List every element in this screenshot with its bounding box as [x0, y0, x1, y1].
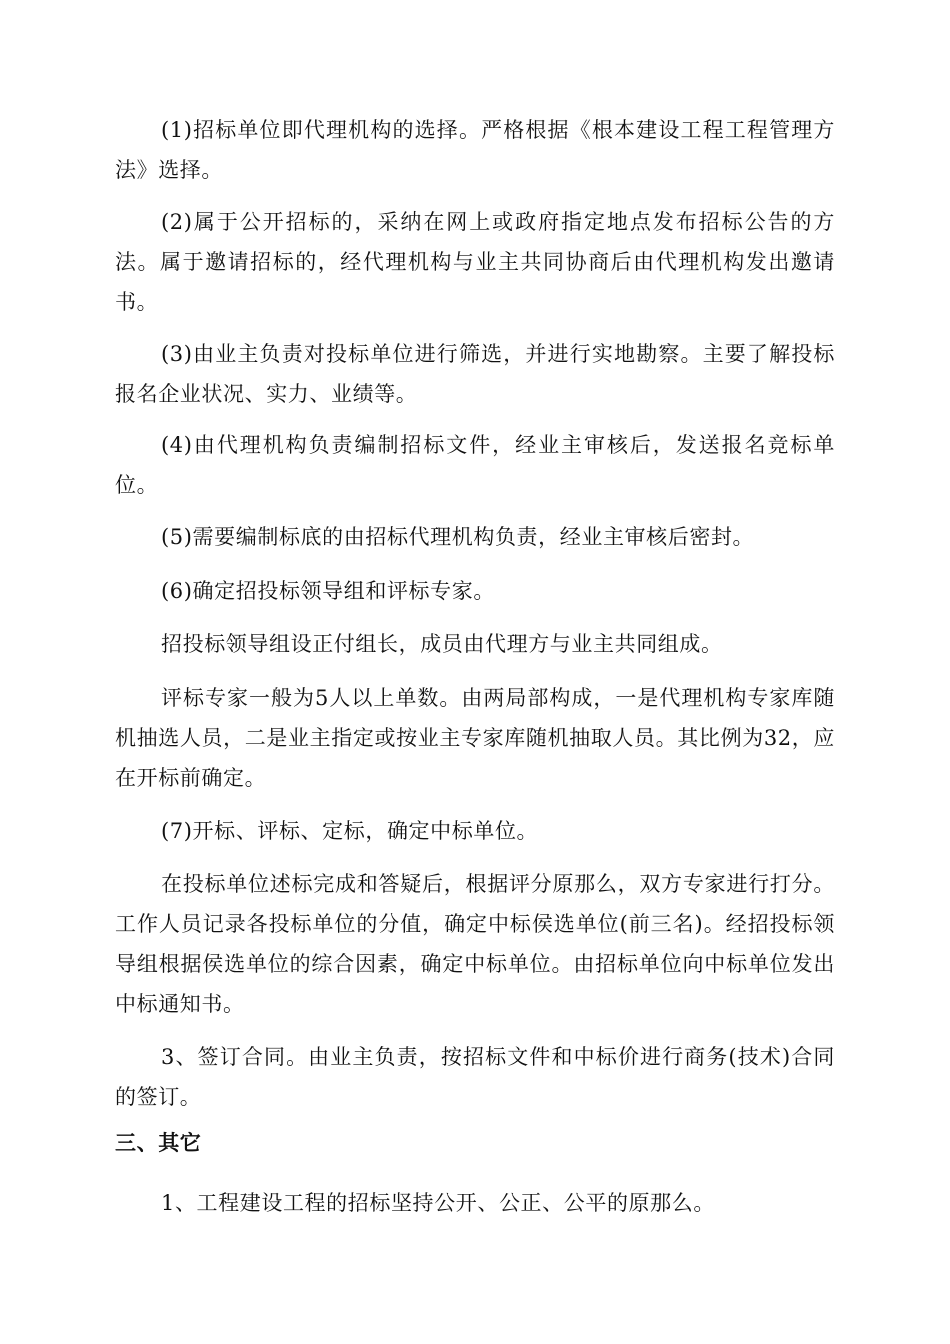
paragraph-leadership-experts: (6)确定招投标领导组和评标专家。 — [161, 579, 495, 603]
section-heading-other: 三、其它 — [115, 1131, 202, 1155]
paragraph-bidder-screening: (3)由业主负责对投标单位进行筛选，并进行实地勘察。主要了解投标报名企业状况、实力、业绩等。 — [115, 342, 835, 406]
paragraph-tender-announcement: (2)属于公开招标的，采纳在网上或政府指定地点发布招标公告的方法。属于邀请招标的，经代理机构与业主共同协商后由代理机构发出邀请书。 — [115, 210, 835, 314]
paragraph-scoring-process: 在投标单位述标完成和答疑后，根据评分原那么，双方专家进行打分。工作人员记录各投标单位的分值，确定中标侯选单位(前三名)。经招投标领导组根据侯选单位的综合因素，确定中标单位。由招标单位向中标单位发出中标通知书。 — [115, 872, 835, 1016]
paragraph-leadership-group: 招投标领导组设正付组长，成员由代理方与业主共同组成。 — [161, 632, 723, 656]
paragraph-contract-signing: 3、签订合同。由业主负责，按招标文件和中标价进行商务(技术)合同的签订。 — [115, 1045, 835, 1109]
paragraph-tender-documents: (4)由代理机构负责编制招标文件，经业主审核后，发送报名竞标单位。 — [115, 433, 835, 497]
paragraph-agency-selection: (1)招标单位即代理机构的选择。严格根据《根本建设工程工程管理方法》选择。 — [115, 118, 835, 182]
paragraph-base-price: (5)需要编制标底的由招标代理机构负责，经业主审核后密封。 — [161, 525, 755, 549]
paragraph-expert-composition: 评标专家一般为5人以上单数。由两局部构成，一是代理机构专家库随机抽选人员，二是业主指定或按业主专家库随机抽取人员。其比例为32，应在开标前确定。 — [115, 686, 835, 790]
paragraph-principles: 1、工程建设工程的招标坚持公开、公正、公平的原那么。 — [161, 1191, 715, 1215]
paragraph-bid-opening: (7)开标、评标、定标，确定中标单位。 — [161, 819, 539, 843]
